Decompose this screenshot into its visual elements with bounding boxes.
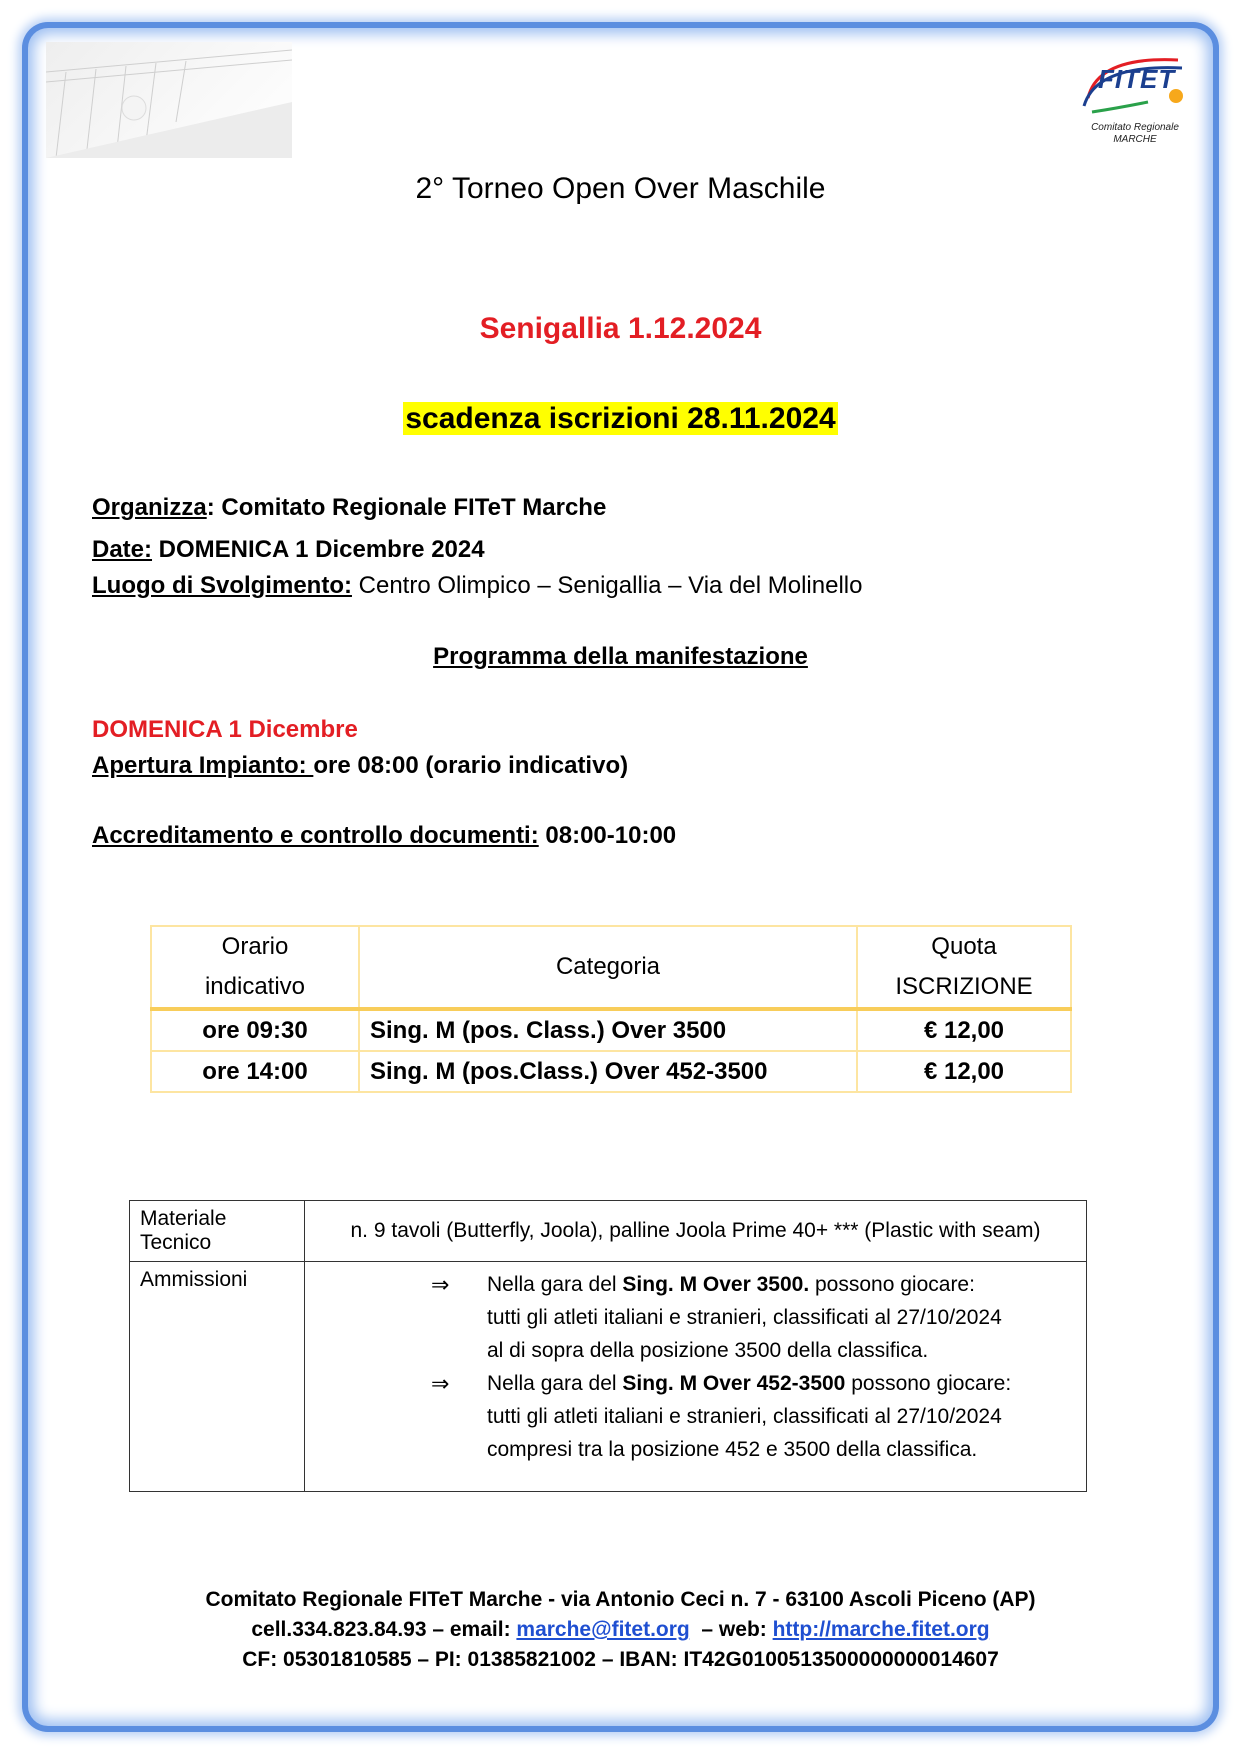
web-link[interactable]: http://marche.fitet.org <box>772 1618 990 1641</box>
list-item: ⇒ Nella gara del Sing. M Over 3500. possono giocare: tutti gli atleti italiani e stranieri, classificati al 27/10/2024 al di sopra della posizione 3500 della classifica. <box>315 1268 1076 1367</box>
organizer-line <box>92 494 606 522</box>
opening-value: ore 08:00 (orario indicativo) <box>313 752 629 779</box>
logo-region: MARCHE <box>1113 134 1157 145</box>
organizer-label: Organizza <box>92 494 207 521</box>
organizer-value: Comitato Regionale FITeT Marche <box>221 494 607 521</box>
day-heading: DOMENICA 1 Dicembre <box>92 716 358 743</box>
header-time: Orario indicativo <box>151 926 359 1009</box>
row-time: ore 09:30 <box>151 1009 359 1051</box>
date-value: DOMENICA 1 Dicembre 2024 <box>152 536 485 563</box>
info-table <box>129 1200 1087 1492</box>
footer-fiscal: CF: 05301810585 – PI: 01385821002 – IBAN: IT42G0100513500000000014607 <box>242 1648 999 1671</box>
admission-row <box>130 1262 1087 1492</box>
event-date: Senigallia 1.12.2024 <box>479 312 762 345</box>
date-label: Date: <box>92 536 153 563</box>
row-category: Sing. M (pos.Class.) Over 452-3500 <box>359 1051 857 1092</box>
program-heading: Programma della manifestazione <box>433 643 808 670</box>
page-title: 2° Torneo Open Over Maschile <box>415 172 826 205</box>
arrow-icon: ⇒ <box>431 1371 450 1396</box>
registration-deadline: scadenza iscrizioni 28.11.2024 <box>405 402 836 435</box>
venue-label: Luogo di Svolgimento: <box>92 572 352 599</box>
accreditation-label: Accreditamento e controllo documenti: <box>92 822 539 849</box>
organizer-separator: : <box>206 494 222 521</box>
header-category: Categoria <box>359 926 857 1009</box>
date-line <box>92 536 485 564</box>
table-row <box>151 1009 1071 1051</box>
venue-value: Centro Olimpico – Senigallia – Via del Molinello <box>351 572 863 599</box>
venue-line <box>92 572 862 600</box>
material-row <box>130 1201 1087 1262</box>
deadline-block <box>0 402 1241 436</box>
admission-rules <box>305 1262 1087 1492</box>
logo-name: FITET <box>1098 64 1176 94</box>
fitet-logo <box>1078 50 1192 156</box>
accreditation-line <box>92 822 676 850</box>
arrow-icon: ⇒ <box>431 1272 450 1297</box>
table-tennis-photo <box>46 42 292 158</box>
row-category: Sing. M (pos. Class.) Over 3500 <box>359 1009 857 1051</box>
footer-address: Comitato Regionale FITeT Marche - via Antonio Ceci n. 7 - 63100 Ascoli Piceno (AP) <box>205 1588 1036 1611</box>
accreditation-value: 08:00-10:00 <box>538 822 677 849</box>
row-time: ore 14:00 <box>151 1051 359 1092</box>
footer-contacts: cell.334.823.84.93 – email: marche@fitet.org – web: http://marche.fitet.org <box>251 1618 990 1641</box>
schedule-header-row <box>151 926 1071 1009</box>
material-value: n. 9 tavoli (Butterfly, Joola), palline Joola Prime 40+ *** (Plastic with seam) <box>305 1201 1087 1262</box>
material-label: Materiale Tecnico <box>130 1201 305 1262</box>
table-row <box>151 1051 1071 1092</box>
logo-subtitle: Comitato Regionale <box>1091 122 1179 133</box>
header-fee: Quota ISCRIZIONE <box>857 926 1071 1009</box>
schedule-table <box>150 925 1072 1093</box>
row-fee: € 12,00 <box>857 1009 1071 1051</box>
admission-label: Ammissioni <box>130 1262 305 1492</box>
footer <box>0 1585 1241 1675</box>
list-item: ⇒ Nella gara del Sing. M Over 452-3500 possono giocare: tutti gli atleti italiani e stranieri, classificati al 27/10/2024 compresi tra la posizione 452 e 3500 della classifica. <box>315 1367 1076 1466</box>
opening-label: Apertura Impianto: <box>92 752 314 779</box>
opening-line <box>92 752 628 780</box>
row-fee: € 12,00 <box>857 1051 1071 1092</box>
email-link[interactable]: marche@fitet.org <box>516 1618 690 1641</box>
